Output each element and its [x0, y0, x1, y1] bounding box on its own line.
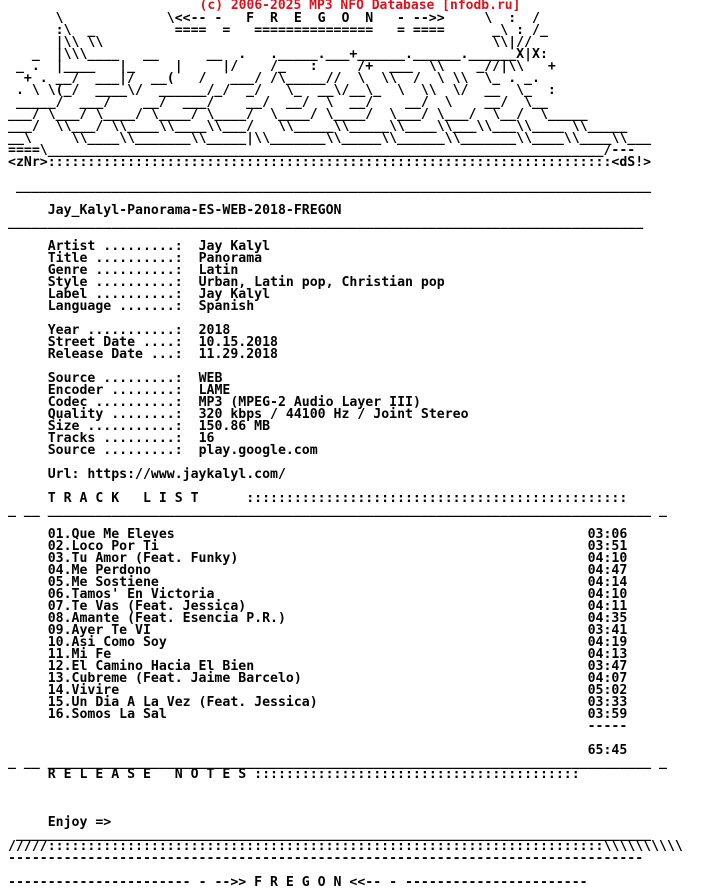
tracklist-header-line: T R A C K L I S T ::::::::::::::::::::::::::::::::::::::::::::::::: [47, 491, 628, 506]
ascii-logo: [8, 13, 683, 169]
info-key: Size ...........:: [47, 419, 183, 434]
info-value: MP3 (MPEG-2 Audio Layer III): [198, 395, 421, 410]
section-rule: _ __ ____________________________________________________________________________ _: [8, 755, 667, 770]
footer-border: /////::::::::::::::::::::::::::::::::::::::::::::::::::::::::::::::::::::::\\\\\\\\\\: [8, 839, 683, 854]
tracklist-header: T R A C K L I S T: [47, 491, 199, 506]
track-duration: 04:19: [587, 635, 628, 650]
info-key: Encoder ........:: [47, 383, 183, 398]
track-duration: 05:02: [587, 683, 628, 698]
rule-line: --------------------------------------------------------------------------------: [8, 851, 644, 866]
track-list: [8, 529, 683, 721]
info-value: 320 kbps / 44100 Hz / Joint Stereo: [198, 407, 469, 422]
info-value: 10.15.2018: [198, 335, 278, 350]
info-key: Quality ........:: [47, 407, 183, 422]
logo-line: ====\______________________________________________________________________/---: [8, 143, 636, 158]
logo-line: _ . |____ |_ | |/ /_ : /+ ___ \\ _//|\\ +: [8, 59, 556, 74]
info-key: Source .........:: [47, 371, 183, 386]
info-value: 11.29.2018: [198, 347, 278, 362]
info-key: Style ..........:: [47, 275, 183, 290]
info-key: Genre ..........:: [47, 263, 183, 278]
track-duration: 04:35: [587, 611, 628, 626]
info-value: Latin: [198, 263, 239, 278]
track-title: 04.Me Perdono: [47, 563, 151, 578]
track-title: 07.Te Vas (Feat. Jessica): [47, 599, 247, 614]
track-duration: 04:14: [587, 575, 628, 590]
info-key: Codec ..........:: [47, 395, 183, 410]
footer-line: ----------------------- - -->> F R E G O N <<-- - -----------------------: [8, 875, 588, 890]
info-value: WEB: [198, 371, 223, 386]
track-duration: 04:47: [587, 563, 628, 578]
info-key: Artist .........:: [47, 239, 183, 254]
track-title: 05.Me Sostiene: [47, 575, 159, 590]
nfo-text: [8, 13, 683, 889]
blank-line: [8, 793, 683, 805]
blank-line: [8, 781, 683, 793]
info-value: Jay Kalyl: [198, 239, 271, 254]
track-title: 09.Ayer Te VI: [47, 623, 151, 638]
info-key: Tracks .........:: [47, 431, 183, 446]
track-title: 12.El Camino Hacia El Bien: [47, 659, 255, 674]
track-duration: 04:07: [587, 671, 628, 686]
logo-line: :\ _ ==== = =============== = ==== _\ : /_: [8, 23, 548, 38]
info-value: 16: [198, 431, 215, 446]
rule-line: ________________________________________________________________________________: [8, 827, 652, 842]
info-key: Title ..........:: [47, 251, 183, 266]
track-duration: 04:10: [587, 551, 628, 566]
total-rule: -----: [8, 719, 628, 734]
track-title: 10.Asi Como Soy: [47, 635, 167, 650]
total-time: 65:45: [587, 743, 628, 758]
logo-line: __\ \\____\\_______\\_____|\\_______\\_____\\______\\_______\\____\\____\\___: [8, 131, 652, 146]
track-title: 06.Tamos' En Victoria: [47, 587, 215, 602]
track-duration: 03:47: [587, 659, 628, 674]
logo-line: |\\ \\ \\|//: [8, 35, 533, 50]
track-duration: 03:41: [587, 623, 628, 638]
info-key: Label ..........:: [47, 287, 183, 302]
section-rule: _ __ ____________________________________________________________________________ _: [8, 503, 667, 518]
logo-line: . \ \(_/ ____\/ ______/_/ _/ \_ __\/__\_ \ \\ \/ __ \_ :: [8, 83, 556, 98]
logo-line: <zNr>:::::::::::::::::::::::::::::::::::::::::::::::::::::::::::::::::::::::<dS!>: [8, 155, 652, 170]
track-duration: 03:06: [587, 527, 628, 542]
track-title: 14.Vivire: [47, 683, 120, 698]
info-value: 150.86 MB: [198, 419, 271, 434]
track-title: 16.Somos La Sal: [47, 707, 167, 722]
track-duration: 03:59: [587, 707, 628, 722]
info-key: Release Date ...:: [47, 347, 183, 362]
url-line: [8, 469, 683, 481]
logo-line: _____/ ___/ __/ ___/ __/ __/ \ __/ __/ \ __/ \__: [8, 95, 548, 110]
notes-text: Enjoy =>: [47, 815, 112, 830]
logo-line: _ |\\\____ __ __ . ._____.___+______.______.______X|X:: [8, 47, 556, 62]
info-key: Language .......:: [47, 299, 183, 314]
logo-line: ___/ \___/ \____/ \____/ \____/ \____/ \____/ \___/ \___/ \__/ \_____: [8, 107, 588, 122]
track-duration: 03:33: [587, 695, 628, 710]
track-title: 11.Mi Fe: [47, 647, 112, 662]
track-duration: 03:51: [587, 539, 628, 554]
info-row: [8, 301, 683, 313]
release-info: [8, 241, 683, 469]
track-title: 03.Tu Amor (Feat. Funky): [47, 551, 239, 566]
notes-header-line: R E L E A S E N O T E S :::::::::::::::::::::::::::::::::::::::::: [47, 767, 580, 782]
info-value: Panorama: [198, 251, 263, 266]
info-value: 2018: [198, 323, 231, 338]
track-title: 01.Que Me Eleves: [47, 527, 175, 542]
release-name: Jay_Kalyl-Panorama-ES-WEB-2018-FREGON: [47, 203, 342, 218]
track-title: 13.Cubreme (Feat. Jaime Barcelo): [47, 671, 302, 686]
info-key: Year ...........:: [47, 323, 183, 338]
info-row: [8, 349, 683, 361]
track-title: 02.Loco Por Ti: [47, 539, 159, 554]
info-key: Source .........:: [47, 443, 183, 458]
info-value: Jay Kalyl: [198, 287, 271, 302]
rule-line: ________________________________________________________________________________: [8, 215, 644, 230]
copyright-line[interactable]: (c) 2006-2025 MP3 NFO Database [nfodb.ru]: [199, 0, 521, 13]
rule-line: ________________________________________________________________________________: [8, 179, 652, 194]
info-value: LAME: [198, 383, 231, 398]
info-key: Street Date ....:: [47, 335, 183, 350]
info-value: play.google.com: [198, 443, 318, 458]
track-title: 08.Amante (Feat. Esencia P.R.): [47, 611, 286, 626]
logo-line: \ \<<-- - F R E G O N - -->> \ : /: [8, 11, 540, 26]
url-text: Url: https://www.jaykalyl.com/: [47, 467, 286, 482]
info-value: Urban, Latin pop, Christian pop: [198, 275, 445, 290]
logo-line: ___/ \\___/ \\____\\____\\___/ \\_____\\_____\\____\\___\\___\\____ \\_____: [8, 119, 628, 134]
footer-label: - -->> F R E G O N <<-- -: [198, 875, 398, 890]
release-notes-header: R E L E A S E N O T E S: [47, 767, 247, 782]
logo-line: + . __/ ___|/ __( / ___/ /\_____// \ \\ / \ \\ \_ . _.: [8, 71, 540, 86]
track-title: 15.Un Dia A La Vez (Feat. Jessica): [47, 695, 318, 710]
track-duration: 04:10: [587, 587, 628, 602]
info-value: Spanish: [198, 299, 255, 314]
track-duration: 04:11: [587, 599, 628, 614]
info-row: [8, 445, 683, 457]
track-duration: 04:13: [587, 647, 628, 662]
